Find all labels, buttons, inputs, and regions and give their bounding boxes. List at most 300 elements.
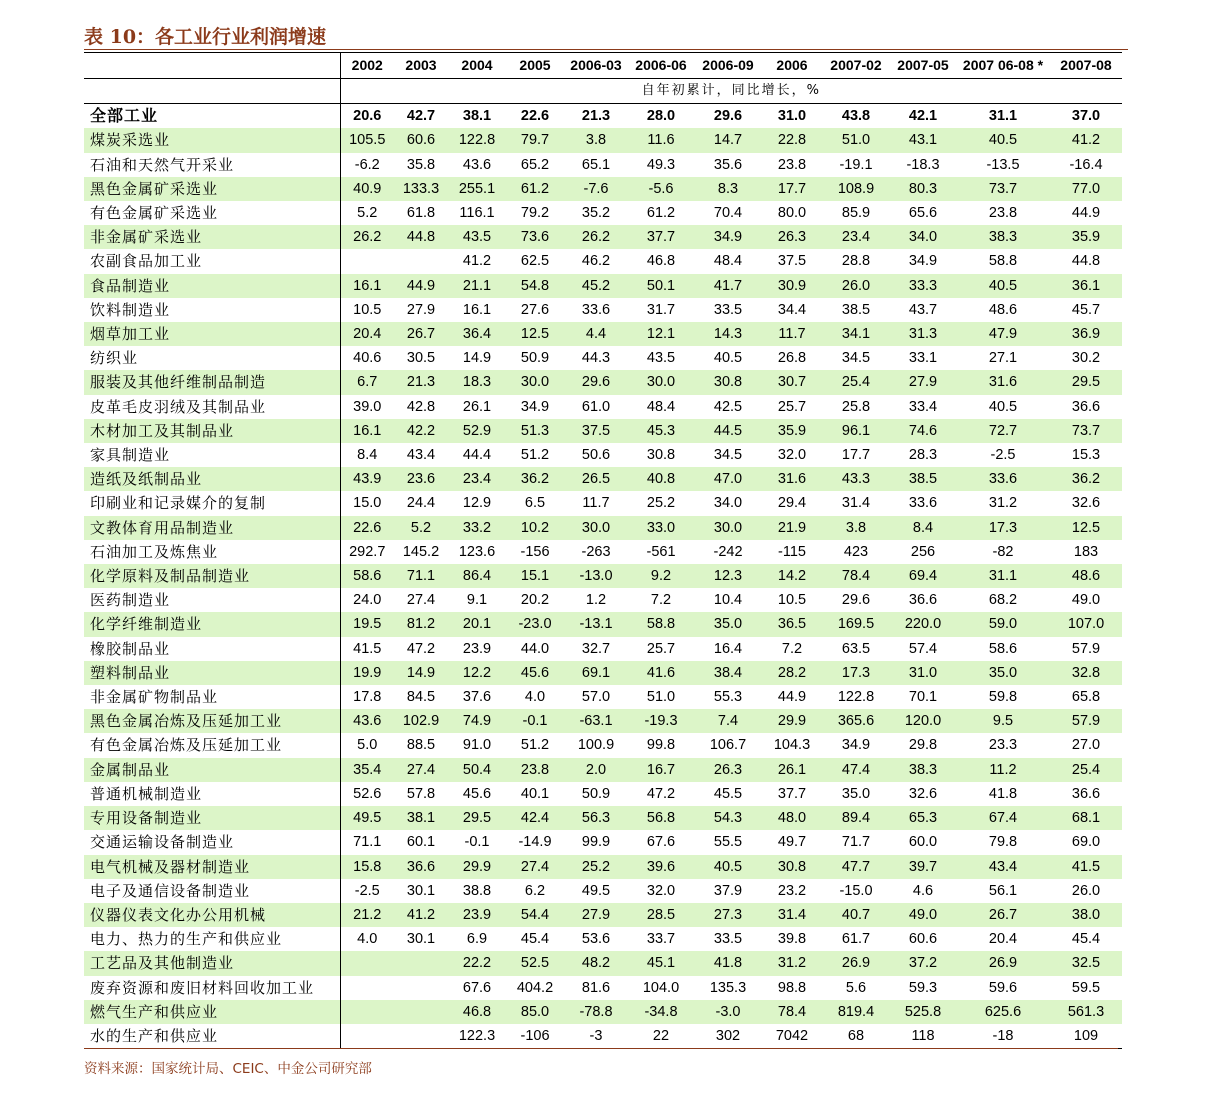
table-cell: 36.4 [448, 322, 506, 346]
table-cell: 25.7 [777, 398, 807, 415]
table-cell: -156 [520, 543, 550, 560]
table-cell: 4.0 [524, 689, 546, 706]
table-cell: 23.3 [988, 737, 1018, 754]
table-cell: 21.3 [394, 370, 448, 394]
table-cell [394, 249, 448, 273]
table-cell: 67.4 [956, 806, 1050, 830]
table-cell: 26.1 [762, 758, 822, 782]
table-cell: 17.7 [841, 447, 871, 464]
table-cell: 27.9 [564, 903, 628, 927]
table-cell: -23.0 [506, 612, 564, 636]
table-cell: 17.3 [822, 661, 890, 685]
table-row [84, 322, 1122, 346]
table-cell: -561 [646, 543, 676, 560]
table-row [84, 370, 1122, 394]
table-cell: 24.4 [406, 495, 436, 512]
table-cell: 49.3 [646, 156, 676, 173]
table-cell: 21.1 [448, 274, 506, 298]
table-cell: 109 [1050, 1024, 1122, 1049]
table-row [84, 201, 1122, 225]
table-cell: 11.6 [628, 128, 694, 152]
table-cell: 20.6 [353, 108, 382, 125]
table-cell: 57.8 [406, 785, 436, 802]
table-cell: 29.4 [777, 495, 807, 512]
table-cell: 561.3 [1050, 1000, 1122, 1024]
row-label: 化学纤维制造业 [84, 612, 340, 636]
table-cell: 42.2 [394, 419, 448, 443]
table-row [84, 1000, 1122, 1024]
table-cell: 31.1 [988, 108, 1018, 125]
table-cell: 86.4 [448, 564, 506, 588]
table-cell: 50.1 [628, 274, 694, 298]
table-cell: 423 [843, 543, 869, 560]
table-cell: 72.7 [956, 419, 1050, 443]
table-cell: 15.3 [1071, 447, 1101, 464]
row-label: 非金属矿采选业 [84, 225, 340, 249]
table-cell: 45.3 [628, 419, 694, 443]
row-label: 石油和天然气开采业 [84, 153, 340, 177]
table-cell: 78.4 [822, 564, 890, 588]
table-cell: 9.5 [956, 709, 1050, 733]
table-cell: 30.8 [646, 447, 676, 464]
table-cell: 54.3 [694, 806, 762, 830]
table-cell: 45.4 [1071, 931, 1101, 948]
table-cell: -14.9 [518, 834, 552, 851]
table-cell: 61.0 [581, 398, 611, 415]
table-cell: 30.0 [564, 516, 628, 540]
table-cell: 55.3 [713, 689, 743, 706]
row-label: 仪器仪表文化办公用机械 [84, 903, 340, 927]
table-row [84, 346, 1122, 370]
table-cell: 6.5 [524, 495, 546, 512]
table-cell: 44.4 [462, 447, 492, 464]
table-row [84, 733, 1122, 757]
table-row [84, 951, 1122, 975]
table-cell: 16.7 [628, 758, 694, 782]
table-cell: 52.9 [448, 419, 506, 443]
table-cell: 43.4 [406, 447, 436, 464]
table-cell: 30.2 [1071, 350, 1101, 367]
table-cell: 33.6 [581, 301, 611, 318]
table-cell: 96.1 [822, 419, 890, 443]
table-cell: 67.6 [646, 834, 676, 851]
table-cell: 61.7 [841, 931, 871, 948]
table-cell: 26.9 [956, 951, 1050, 975]
table-cell: 8.3 [694, 177, 762, 201]
table-cell: 21.3 [581, 108, 611, 125]
table-cell: 38.3 [890, 758, 956, 782]
table-cell: 28.2 [762, 661, 822, 685]
table-cell: 34.9 [841, 737, 871, 754]
table-cell: 57.4 [908, 640, 938, 657]
table-cell: 25.4 [822, 370, 890, 394]
table-cell: 50.9 [520, 350, 550, 367]
table-cell: 41.2 [1050, 128, 1122, 152]
table-cell: 5.0 [357, 737, 378, 754]
table-cell: 30.8 [762, 855, 822, 879]
table-cell: 7.2 [781, 640, 803, 657]
table-cell: 10.4 [713, 592, 743, 609]
table-cell: 11.2 [956, 758, 1050, 782]
table-cell: 68 [822, 1024, 890, 1049]
table-cell: 25.8 [841, 398, 871, 415]
header-corner [84, 53, 340, 79]
table-row [84, 274, 1122, 298]
table-cell: 12.5 [506, 322, 564, 346]
table-row [84, 782, 1122, 806]
table-cell: 42.7 [406, 108, 436, 125]
title-divider [84, 49, 1128, 50]
table-cell: 123.6 [458, 543, 496, 560]
row-label: 医药制造业 [84, 588, 340, 612]
table-cell: 34.0 [890, 225, 956, 249]
table-cell: 53.6 [581, 931, 611, 948]
table-cell: 56.8 [628, 806, 694, 830]
table-cell: 35.8 [406, 156, 436, 173]
table-cell: 27.4 [406, 592, 436, 609]
table-cell: 54.4 [506, 903, 564, 927]
table-cell: 42.8 [406, 398, 436, 415]
table-cell: 41.6 [628, 661, 694, 685]
row-label: 普通机械制造业 [84, 782, 340, 806]
row-label: 黑色金属冶炼及压延加工业 [84, 709, 340, 733]
row-label: 电力、热力的生产和供应业 [84, 927, 340, 951]
table-cell: 43.7 [908, 301, 938, 318]
table-cell: 43.4 [956, 855, 1050, 879]
table-cell: 35.9 [1050, 225, 1122, 249]
table-cell: 29.9 [448, 855, 506, 879]
table-cell: -19.3 [628, 709, 694, 733]
table-cell: 39.0 [353, 398, 382, 415]
table-cell: 365.6 [822, 709, 890, 733]
table-cell: 43.3 [822, 467, 890, 491]
table-cell: -19.1 [839, 156, 873, 173]
table-cell: 45.5 [713, 785, 743, 802]
column-header: 2007-02 [822, 53, 890, 79]
table-cell: 32.6 [908, 785, 938, 802]
table-cell: 48.6 [988, 301, 1018, 318]
table-cell: 68.2 [988, 592, 1018, 609]
table-cell: 33.5 [713, 931, 743, 948]
table-cell: 33.6 [956, 467, 1050, 491]
table-cell: 40.9 [340, 177, 394, 201]
table-cell: 19.9 [340, 661, 394, 685]
table-cell: 43.9 [340, 467, 394, 491]
table-cell: -34.8 [628, 1000, 694, 1024]
table-cell: 26.2 [564, 225, 628, 249]
table-cell: 5.2 [357, 205, 378, 222]
table-cell: -106 [506, 1024, 564, 1049]
table-row [84, 806, 1122, 830]
table-cell: 91.0 [462, 737, 492, 754]
table-cell: 22 [628, 1024, 694, 1049]
row-label: 文教体育用品制造业 [84, 516, 340, 540]
table-cell: 9.1 [466, 592, 488, 609]
table-cell: 23.8 [988, 205, 1018, 222]
table-cell: 36.6 [1071, 785, 1101, 802]
table-cell: 77.0 [1050, 177, 1122, 201]
table-cell: 37.9 [713, 882, 743, 899]
table-cell: 21.9 [762, 516, 822, 540]
row-label: 服装及其他纤维制品制造 [84, 370, 340, 394]
column-header: 2002 [340, 53, 394, 79]
table-cell: 47.2 [646, 785, 676, 802]
table-cell: 122.8 [448, 128, 506, 152]
row-label: 化学原料及制品制造业 [84, 564, 340, 588]
table-cell: 70.1 [908, 689, 938, 706]
table-cell: 44.8 [1071, 253, 1101, 270]
table-cell: 51.2 [520, 447, 550, 464]
table-cell: 37.6 [462, 689, 492, 706]
table-row [84, 419, 1122, 443]
table-cell: -263 [581, 543, 611, 560]
table-cell: 14.9 [394, 661, 448, 685]
table-cell: 74.9 [448, 709, 506, 733]
table-cell: 31.0 [890, 661, 956, 685]
table-cell: 37.5 [777, 253, 807, 270]
row-label: 全部工业 [84, 104, 340, 129]
table-cell: 30.0 [506, 370, 564, 394]
table-row [84, 612, 1122, 636]
table-cell: 102.9 [394, 709, 448, 733]
table-cell: 62.5 [520, 253, 550, 270]
table-cell: 99.8 [646, 737, 676, 754]
table-cell: 37.5 [564, 419, 628, 443]
table-cell: 6.7 [340, 370, 394, 394]
table-cell: 58.8 [628, 612, 694, 636]
table-cell: 73.7 [956, 177, 1050, 201]
industry-profit-table [84, 52, 1122, 1049]
table-cell: 51.0 [646, 689, 676, 706]
table-cell: 34.0 [713, 495, 743, 512]
table-cell: 35.6 [713, 156, 743, 173]
table-cell [340, 951, 394, 975]
table-cell: 30.5 [406, 350, 436, 367]
table-cell: 4.6 [912, 882, 934, 899]
table-cell: 48.6 [1050, 564, 1122, 588]
table-cell: 16.1 [462, 301, 492, 318]
table-cell: 23.9 [462, 640, 492, 657]
table-cell: 31.4 [762, 903, 822, 927]
table-cell: 29.5 [448, 806, 506, 830]
row-label: 煤炭采选业 [84, 128, 340, 152]
table-cell: 36.1 [1050, 274, 1122, 298]
table-cell: 10.2 [506, 516, 564, 540]
table-cell: 20.4 [340, 322, 394, 346]
table-cell: 31.2 [988, 495, 1018, 512]
table-cell: 56.3 [564, 806, 628, 830]
row-label: 工艺品及其他制造业 [84, 951, 340, 975]
table-cell: 31.2 [762, 951, 822, 975]
column-header-row [84, 53, 1122, 79]
table-cell: 80.3 [890, 177, 956, 201]
table-cell: 20.4 [988, 931, 1018, 948]
table-cell: 38.3 [956, 225, 1050, 249]
table-cell: 30.9 [762, 274, 822, 298]
table-row [84, 467, 1122, 491]
table-cell: 37.7 [628, 225, 694, 249]
table-cell: 41.2 [462, 253, 492, 270]
table-cell: 38.5 [890, 467, 956, 491]
table-row [84, 637, 1122, 661]
table-cell: 41.5 [353, 640, 382, 657]
column-header: 2007-05 [890, 53, 956, 79]
table-cell: -0.1 [506, 709, 564, 733]
table-cell: 29.9 [762, 709, 822, 733]
table-cell: 31.6 [956, 370, 1050, 394]
table-cell: 49.5 [340, 806, 394, 830]
table-cell: 45.6 [506, 661, 564, 685]
table-cell: 17.7 [762, 177, 822, 201]
table-cell: 220.0 [890, 612, 956, 636]
row-label: 饮料制造业 [84, 298, 340, 322]
table-cell: 34.9 [694, 225, 762, 249]
table-cell: 33.1 [908, 350, 938, 367]
table-cell: 28.3 [908, 447, 938, 464]
table-cell: 25.2 [564, 855, 628, 879]
table-cell: 98.8 [777, 979, 807, 996]
table-cell: 65.3 [890, 806, 956, 830]
unit-subheader-row [84, 79, 1122, 104]
table-cell: 41.2 [394, 903, 448, 927]
table-cell: 26.8 [777, 350, 807, 367]
row-label: 金属制品业 [84, 758, 340, 782]
table-cell: 9.2 [628, 564, 694, 588]
column-header: 2006-06 [628, 53, 694, 79]
table-cell: 89.4 [822, 806, 890, 830]
table-cell: 12.9 [462, 495, 492, 512]
table-cell: 33.7 [646, 931, 676, 948]
table-cell: 26.1 [462, 398, 492, 415]
table-cell: 29.8 [908, 737, 938, 754]
table-cell: 61.2 [506, 177, 564, 201]
table-cell: 45.1 [628, 951, 694, 975]
row-label: 非金属矿物制品业 [84, 685, 340, 709]
table-cell: 12.5 [1050, 516, 1122, 540]
table-cell: 44.0 [520, 640, 550, 657]
table-cell: 34.9 [520, 398, 550, 415]
table-cell: 20.1 [448, 612, 506, 636]
table-cell: 60.6 [908, 931, 938, 948]
table-cell: -115 [778, 543, 806, 560]
table-cell: 105.5 [340, 128, 394, 152]
table-cell: 71.1 [394, 564, 448, 588]
table-cell: 23.8 [777, 156, 807, 173]
table-row [84, 298, 1122, 322]
table-cell: 38.0 [1050, 903, 1122, 927]
table-cell: 79.2 [520, 205, 550, 222]
table-cell: 85.0 [506, 1000, 564, 1024]
table-cell: 27.4 [506, 855, 564, 879]
table-cell: 32.0 [646, 882, 676, 899]
table-cell: 27.9 [406, 301, 436, 318]
table-cell [394, 951, 448, 975]
row-label: 水的生产和供应业 [84, 1024, 340, 1049]
table-cell: 26.7 [956, 903, 1050, 927]
table-cell: 70.4 [713, 205, 743, 222]
table-cell: -2.5 [990, 447, 1016, 464]
table-cell: 43.5 [646, 350, 676, 367]
table-cell: 45.6 [462, 785, 492, 802]
table-cell: 27.0 [1071, 737, 1101, 754]
table-cell: 26.9 [822, 951, 890, 975]
table-cell: 48.2 [564, 951, 628, 975]
row-label: 皮革毛皮羽绒及其制品业 [84, 395, 340, 419]
table-cell: 525.8 [890, 1000, 956, 1024]
table-cell: 43.6 [340, 709, 394, 733]
table-cell: 29.6 [564, 370, 628, 394]
table-cell: 15.1 [506, 564, 564, 588]
row-label: 燃气生产和供应业 [84, 1000, 340, 1024]
table-row [84, 443, 1122, 467]
table-row [84, 540, 1122, 564]
table-row [84, 395, 1122, 419]
table-cell: 34.4 [777, 301, 807, 318]
table-cell: 38.1 [394, 806, 448, 830]
row-label: 交通运输设备制造业 [84, 830, 340, 854]
table-cell: 40.5 [956, 128, 1050, 152]
table-cell: 47.0 [694, 467, 762, 491]
table-cell: 33.5 [713, 301, 743, 318]
table-cell: 35.2 [581, 205, 611, 222]
table-cell: -16.4 [1069, 156, 1103, 173]
table-cell: 36.5 [762, 612, 822, 636]
table-cell: 183 [1073, 543, 1099, 560]
table-cell: 50.6 [581, 447, 611, 464]
table-cell [340, 249, 394, 273]
table-cell: 37.0 [1071, 108, 1101, 125]
table-cell: 59.6 [988, 979, 1018, 996]
table-cell: 51.0 [822, 128, 890, 152]
table-cell: 88.5 [406, 737, 436, 754]
table-cell: 39.7 [890, 855, 956, 879]
table-cell [394, 1024, 448, 1049]
unit-subheader: 自年初累计，同比增长，% [340, 79, 1122, 104]
table-cell: 32.6 [1071, 495, 1101, 512]
table-cell: 47.4 [822, 758, 890, 782]
row-label: 纺织业 [84, 346, 340, 370]
table-cell: 106.7 [709, 737, 747, 754]
table-cell: 30.1 [406, 882, 436, 899]
table-cell: 8.4 [357, 447, 378, 464]
table-cell: 24.0 [353, 592, 382, 609]
table-cell: 55.5 [713, 834, 743, 851]
table-cell [394, 976, 448, 1000]
table-cell: 33.3 [890, 274, 956, 298]
table-cell: 40.5 [694, 855, 762, 879]
table-cell: 404.2 [516, 979, 554, 996]
table-cell: 28.0 [646, 108, 676, 125]
table-row [84, 491, 1122, 515]
table-cell: -78.8 [564, 1000, 628, 1024]
table-cell: 46.2 [581, 253, 611, 270]
table-cell: 1.2 [585, 592, 607, 609]
table-cell: -18.3 [906, 156, 940, 173]
table-cell: 52.6 [353, 785, 382, 802]
row-label: 黑色金属矿采选业 [84, 177, 340, 201]
table-cell: 30.8 [694, 370, 762, 394]
table-cell: 50.4 [448, 758, 506, 782]
table-cell: 47.9 [956, 322, 1050, 346]
table-cell: 7.4 [694, 709, 762, 733]
table-cell: 12.2 [448, 661, 506, 685]
row-label: 电气机械及器材制造业 [84, 855, 340, 879]
table-cell: 49.0 [890, 903, 956, 927]
table-cell: 34.5 [841, 350, 871, 367]
table-cell: 292.7 [349, 543, 386, 560]
column-header: 2007-08 [1050, 53, 1122, 79]
table-cell: 7042 [762, 1024, 822, 1049]
